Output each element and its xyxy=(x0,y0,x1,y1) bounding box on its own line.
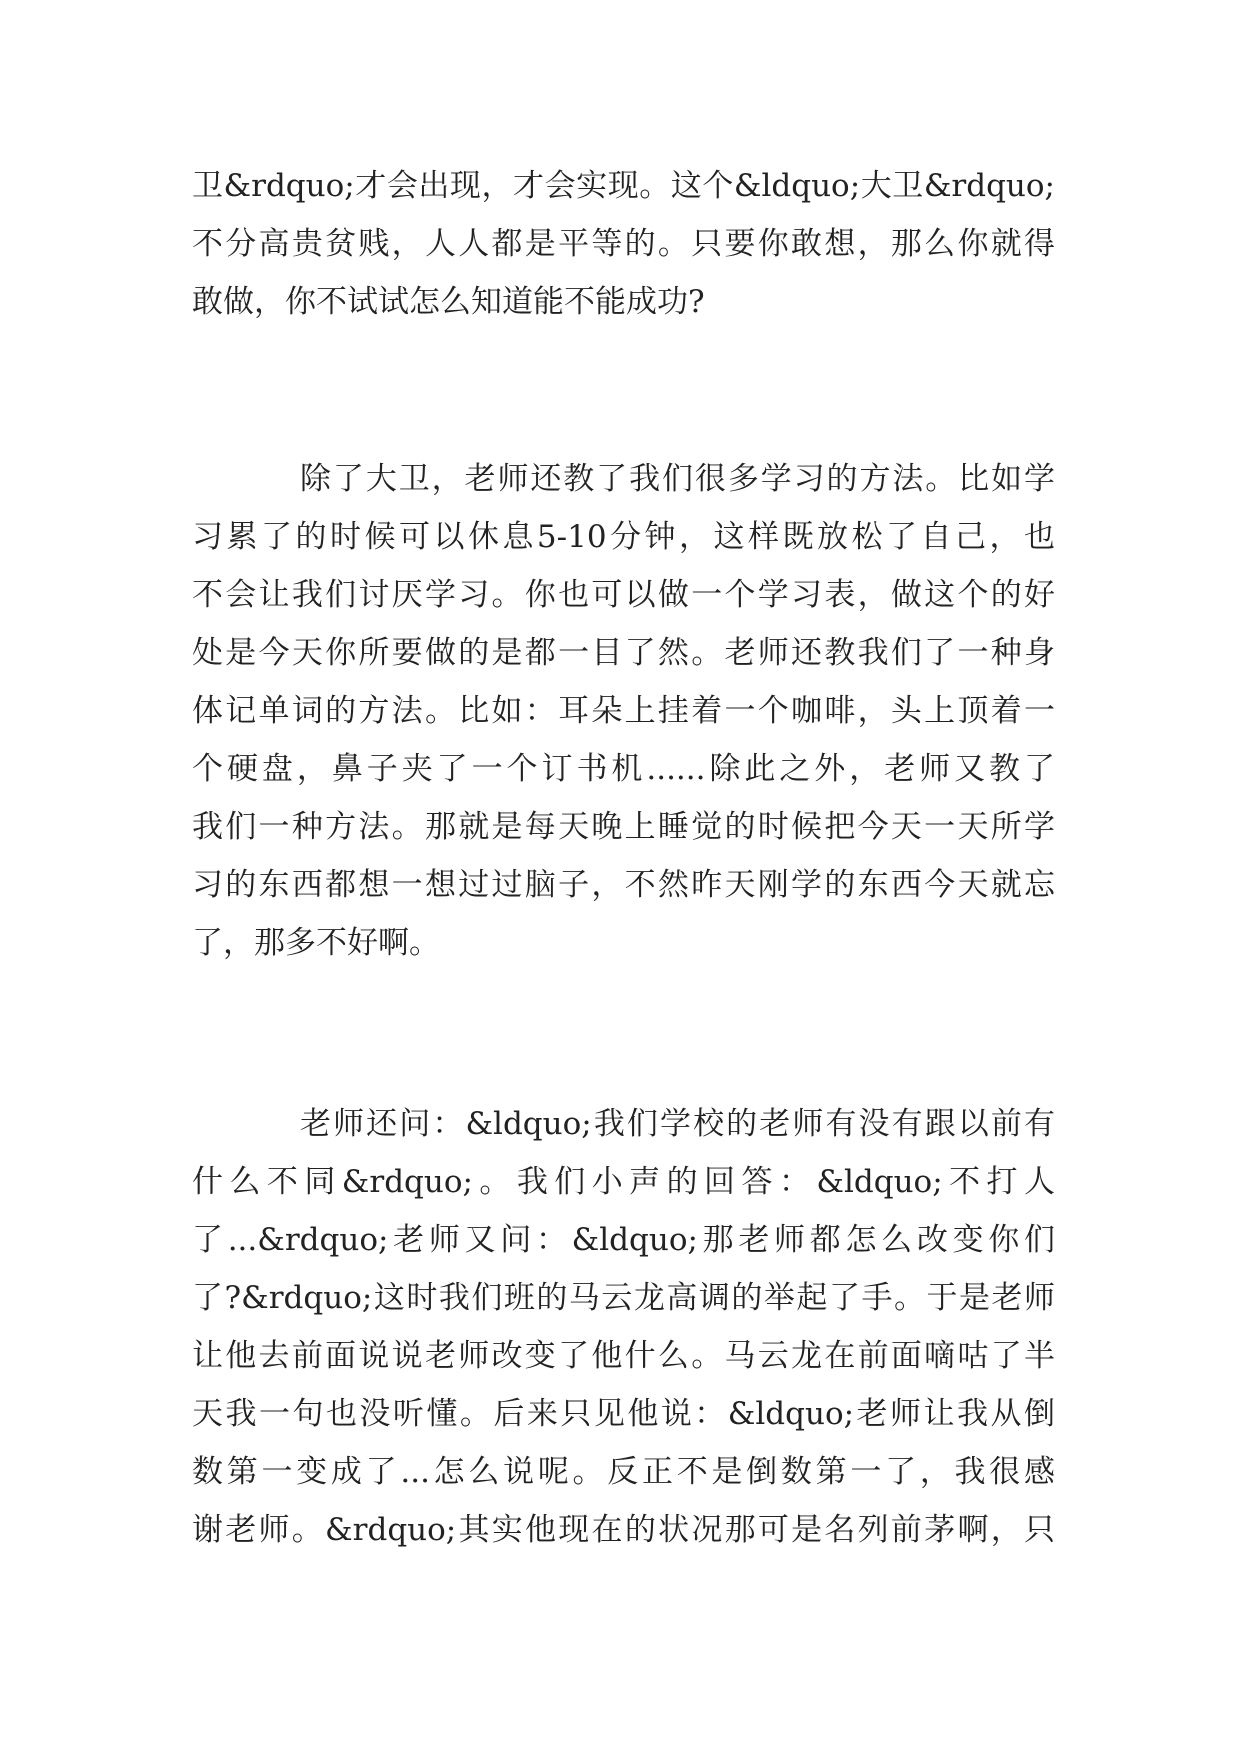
text-line: 卫&rdquo;才会出现，才会实现。这个&ldquo;大卫&rdquo; xyxy=(192,168,1055,204)
text-line: 了...&rdquo;老师又问：&ldquo;那老师都怎么改变你们 xyxy=(192,1222,1055,1258)
paragraph-2 xyxy=(192,450,1055,972)
text-line: 老师还问：&ldquo;我们学校的老师有没有跟以前有 xyxy=(300,1106,1055,1142)
text-line: 数第一变成了...怎么说呢。反正不是倒数第一了，我很感 xyxy=(192,1454,1055,1490)
text-line: 什么不同&rdquo;。我们小声的回答：&ldquo;不打人 xyxy=(192,1164,1055,1200)
text-line: 我们一种方法。那就是每天晚上睡觉的时候把今天一天所学 xyxy=(192,809,1055,845)
text-line: 不会让我们讨厌学习。你也可以做一个学习表，做这个的好 xyxy=(192,577,1055,613)
paragraph-3 xyxy=(192,1095,1055,1559)
text-line: 除了大卫，老师还教了我们很多学习的方法。比如学 xyxy=(300,461,1055,497)
text-line: 天我一句也没听懂。后来只见他说：&ldquo;老师让我从倒 xyxy=(192,1396,1055,1432)
text-line: 了?&rdquo;这时我们班的马云龙高调的举起了手。于是老师 xyxy=(192,1280,1055,1316)
paragraph-1 xyxy=(192,157,1055,331)
text-line: 不分高贵贫贱，人人都是平等的。只要你敢想，那么你就得 xyxy=(192,226,1055,262)
text-line: 处是今天你所要做的是都一目了然。老师还教我们了一种身 xyxy=(192,635,1055,671)
text-line: 让他去前面说说老师改变了他什么。马云龙在前面嘀咕了半 xyxy=(192,1338,1055,1374)
text-line: 谢老师。&rdquo;其实他现在的状况那可是名列前茅啊，只 xyxy=(192,1512,1055,1548)
text-line: 习的东西都想一想过过脑子，不然昨天刚学的东西今天就忘 xyxy=(192,867,1055,903)
text-line: 敢做，你不试试怎么知道能不能成功? xyxy=(192,284,705,320)
text-line: 了，那多不好啊。 xyxy=(192,925,440,961)
text-line: 个硬盘，鼻子夹了一个订书机......除此之外，老师又教了 xyxy=(192,751,1055,787)
text-line: 体记单词的方法。比如：耳朵上挂着一个咖啡，头上顶着一 xyxy=(192,693,1055,729)
text-line: 习累了的时候可以休息5-10分钟，这样既放松了自己，也 xyxy=(192,519,1055,555)
